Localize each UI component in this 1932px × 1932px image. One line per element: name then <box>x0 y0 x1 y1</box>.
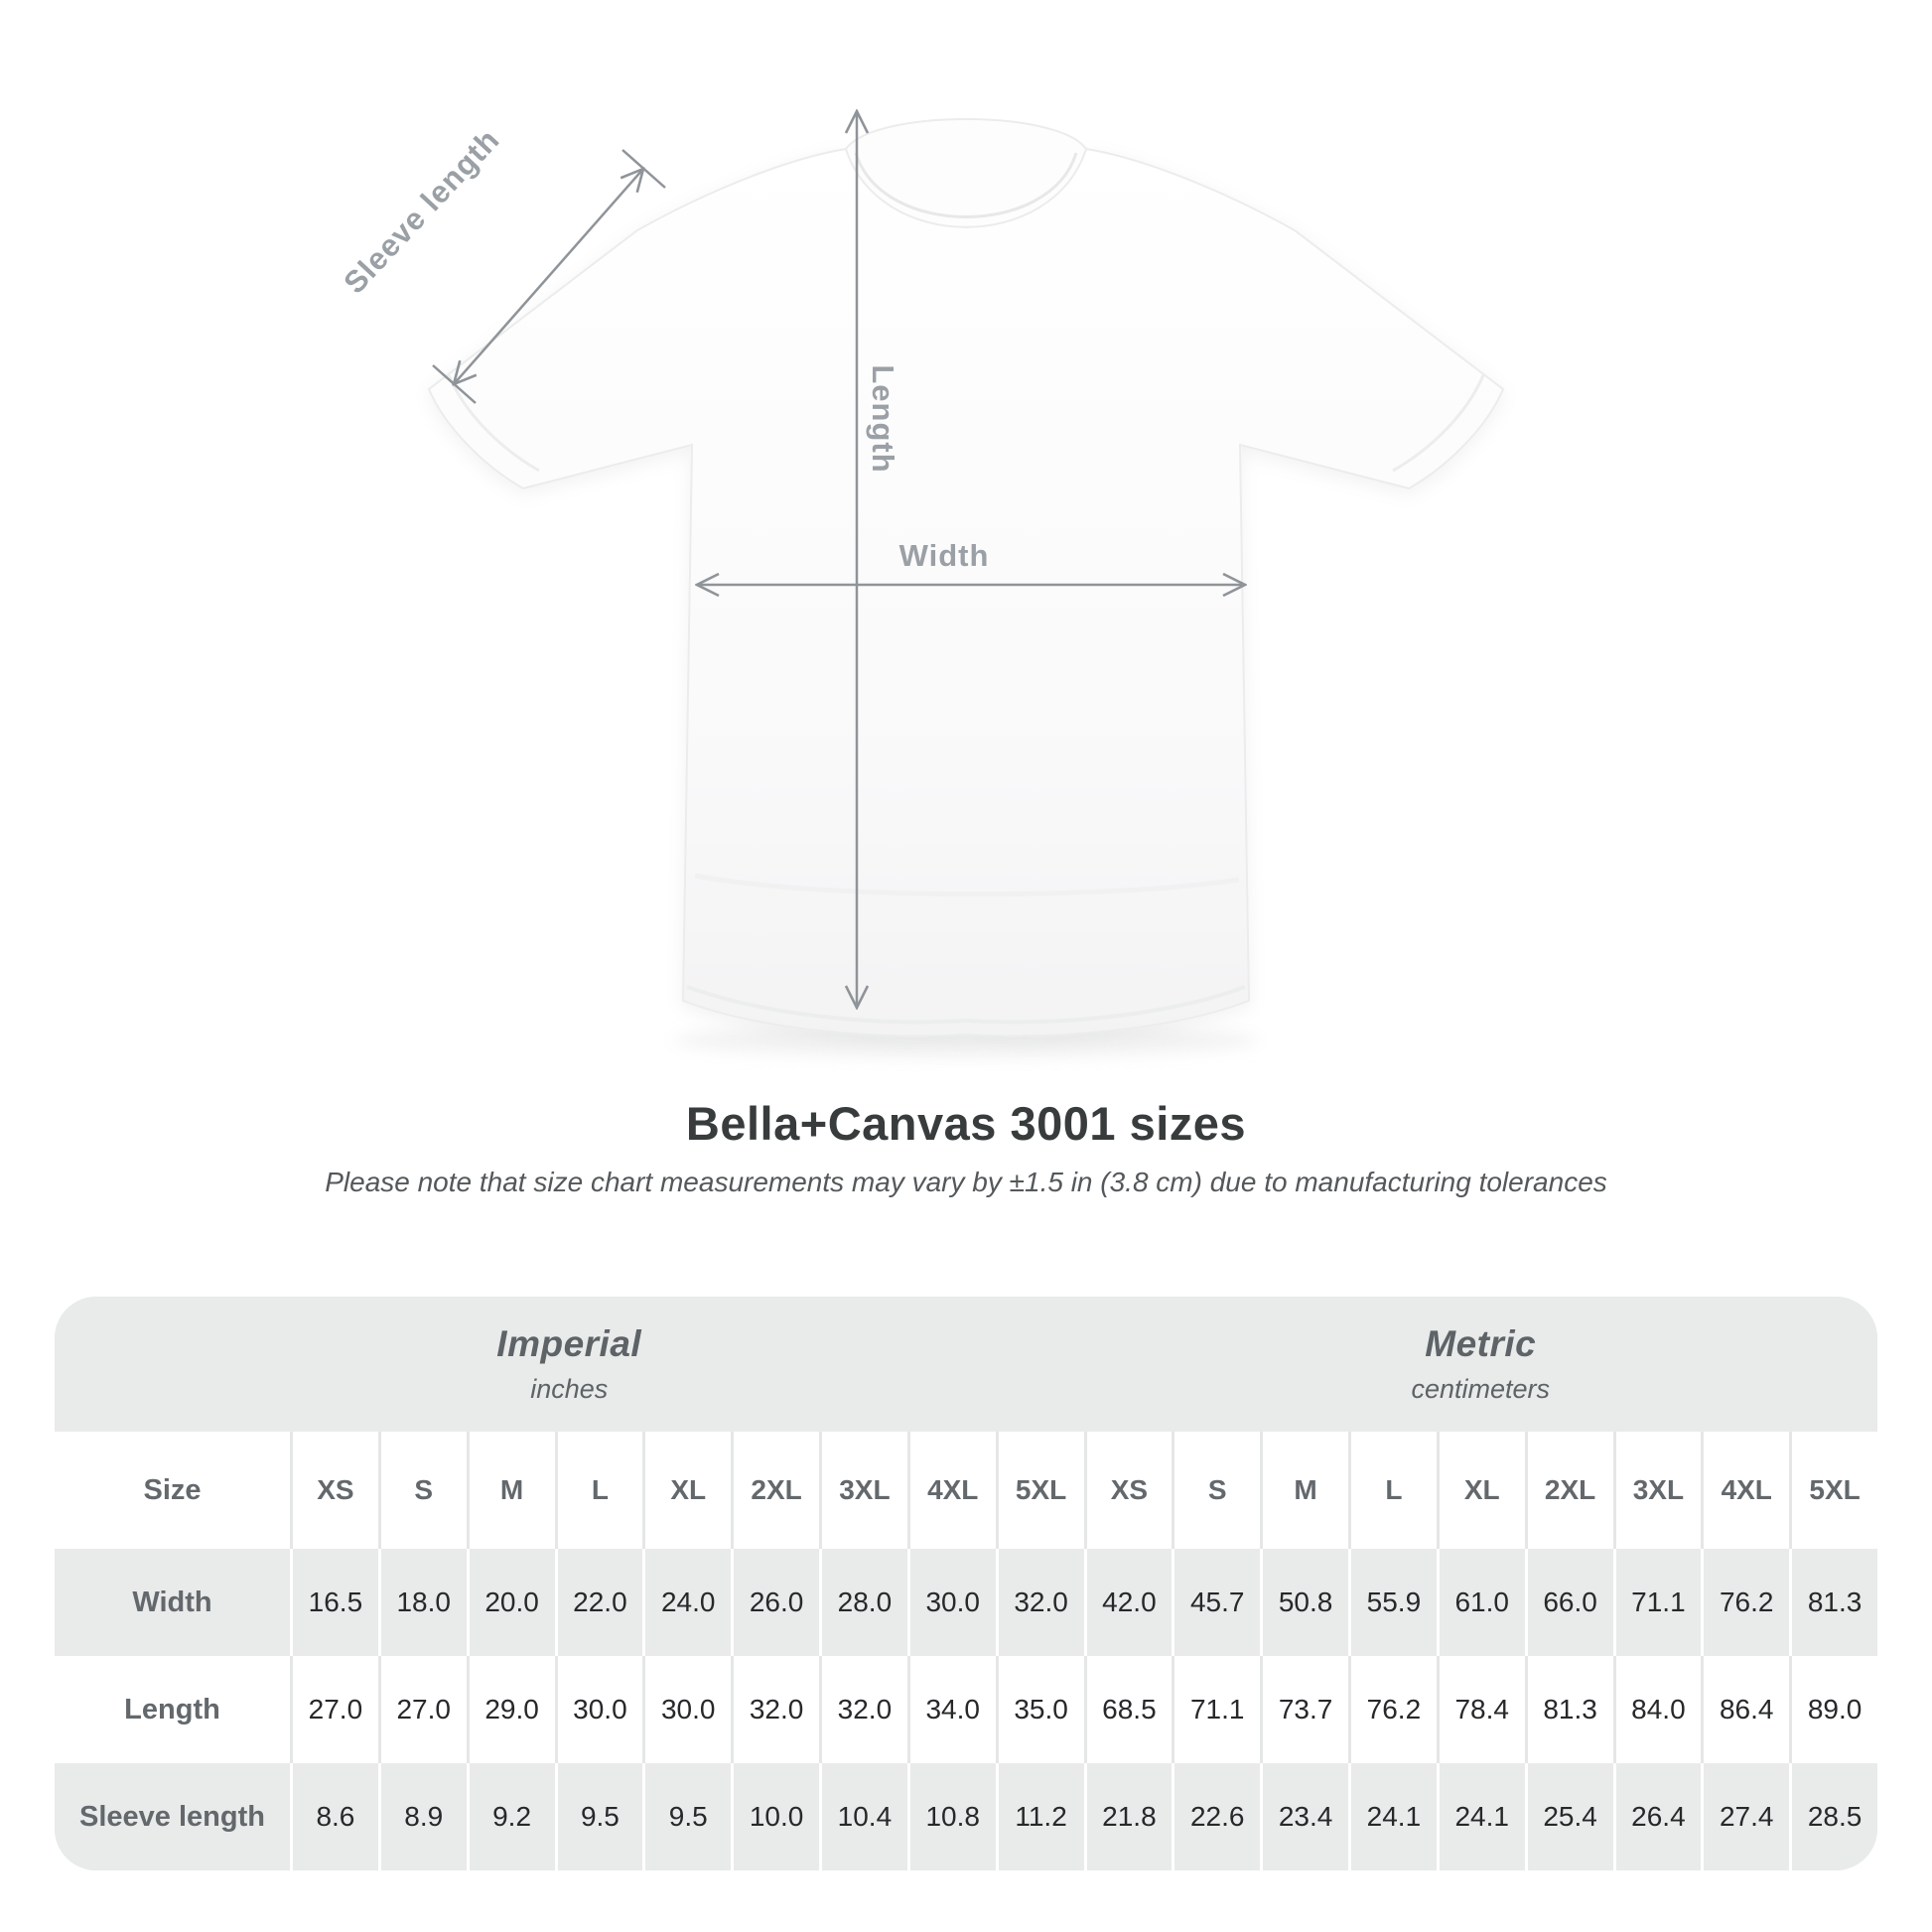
size-header-5xl-imperial: 5XL <box>996 1432 1084 1549</box>
size-header-xs-imperial: XS <box>290 1432 378 1549</box>
table-cell: 76.2 <box>1348 1656 1437 1763</box>
table-cell: 71.1 <box>1613 1549 1702 1656</box>
page-subtitle: Please note that size chart measurements may vary by ±1.5 in (3.8 cm) due to manufacturing tolerances <box>325 1167 1607 1197</box>
table-cell: 32.0 <box>731 1656 819 1763</box>
table-cell: 71.1 <box>1172 1656 1260 1763</box>
size-header-4xl-imperial: 4XL <box>907 1432 996 1549</box>
table-cell: 55.9 <box>1348 1549 1437 1656</box>
length-label: Length <box>866 364 900 474</box>
unit-sublabel: inches <box>530 1374 609 1404</box>
table-cell: 24.1 <box>1437 1763 1525 1870</box>
unit-label: Metric <box>1425 1323 1537 1364</box>
size-header-m-metric: M <box>1260 1432 1348 1549</box>
table-cell: 9.2 <box>467 1763 555 1870</box>
size-header-xl-imperial: XL <box>642 1432 731 1549</box>
sleeve-arrow-end-tick <box>622 150 665 188</box>
table-cell: 68.5 <box>1084 1656 1173 1763</box>
table-cell: 66.0 <box>1525 1549 1613 1656</box>
size-header-2xl-metric: 2XL <box>1525 1432 1613 1549</box>
unit-group-imperial <box>55 1297 1084 1432</box>
table-cell: 34.0 <box>907 1656 996 1763</box>
table-cell: 32.0 <box>819 1656 907 1763</box>
table-cell: 23.4 <box>1260 1763 1348 1870</box>
size-header-l-metric: L <box>1348 1432 1437 1549</box>
table-cell: 30.0 <box>642 1656 731 1763</box>
size-header-5xl-metric: 5XL <box>1789 1432 1877 1549</box>
table-cell: 42.0 <box>1084 1549 1173 1656</box>
table-cell: 9.5 <box>642 1763 731 1870</box>
table-cell: 81.3 <box>1789 1549 1877 1656</box>
table-cell: 89.0 <box>1789 1656 1877 1763</box>
row-label: Width <box>55 1549 290 1656</box>
size-header-2xl-imperial: 2XL <box>731 1432 819 1549</box>
table-cell: 86.4 <box>1701 1656 1789 1763</box>
size-header-s-metric: S <box>1172 1432 1260 1549</box>
size-header-3xl-metric: 3XL <box>1613 1432 1702 1549</box>
table-cell: 26.4 <box>1613 1763 1702 1870</box>
width-label: Width <box>898 538 990 573</box>
table-cell: 45.7 <box>1172 1549 1260 1656</box>
table-cell: 24.1 <box>1348 1763 1437 1870</box>
table-cell: 24.0 <box>642 1549 731 1656</box>
title-block <box>0 1096 1932 1198</box>
size-table-grid <box>55 1297 1877 1870</box>
table-cell: 30.0 <box>555 1656 643 1763</box>
row-label: Sleeve length <box>55 1763 290 1870</box>
table-cell: 81.3 <box>1525 1656 1613 1763</box>
table-cell: 8.9 <box>378 1763 467 1870</box>
unit-group-metric <box>1084 1297 1878 1432</box>
table-cell: 84.0 <box>1613 1656 1702 1763</box>
table-cell: 25.4 <box>1525 1763 1613 1870</box>
table-cell: 35.0 <box>996 1656 1084 1763</box>
size-table-panel <box>55 1297 1877 1870</box>
table-cell: 61.0 <box>1437 1549 1525 1656</box>
table-cell: 27.0 <box>290 1656 378 1763</box>
table-cell: 76.2 <box>1701 1549 1789 1656</box>
table-cell: 10.8 <box>907 1763 996 1870</box>
table-cell: 11.2 <box>996 1763 1084 1870</box>
table-cell: 32.0 <box>996 1549 1084 1656</box>
table-cell: 28.0 <box>819 1549 907 1656</box>
row-label: Length <box>55 1656 290 1763</box>
table-cell: 18.0 <box>378 1549 467 1656</box>
tshirt-body <box>429 149 1503 1036</box>
size-header-3xl-imperial: 3XL <box>819 1432 907 1549</box>
size-header-l-imperial: L <box>555 1432 643 1549</box>
size-header-m-imperial: M <box>467 1432 555 1549</box>
table-cell: 26.0 <box>731 1549 819 1656</box>
table-cell: 73.7 <box>1260 1656 1348 1763</box>
corner-label: Size <box>55 1432 290 1549</box>
table-cell: 8.6 <box>290 1763 378 1870</box>
unit-label: Imperial <box>496 1323 642 1364</box>
table-cell: 28.5 <box>1789 1763 1877 1870</box>
size-header-xs-metric: XS <box>1084 1432 1173 1549</box>
size-header-s-imperial: S <box>378 1432 467 1549</box>
table-cell: 30.0 <box>907 1549 996 1656</box>
table-cell: 21.8 <box>1084 1763 1173 1870</box>
table-cell: 29.0 <box>467 1656 555 1763</box>
size-header-4xl-metric: 4XL <box>1701 1432 1789 1549</box>
table-cell: 9.5 <box>555 1763 643 1870</box>
table-cell: 27.4 <box>1701 1763 1789 1870</box>
table-cell: 27.0 <box>378 1656 467 1763</box>
table-cell: 22.0 <box>555 1549 643 1656</box>
sleeve-length-label: Sleeve length <box>337 121 507 301</box>
table-cell: 10.4 <box>819 1763 907 1870</box>
table-cell: 16.5 <box>290 1549 378 1656</box>
page-title: Bella+Canvas 3001 sizes <box>685 1097 1247 1150</box>
unit-sublabel: centimeters <box>1411 1374 1551 1404</box>
table-cell: 22.6 <box>1172 1763 1260 1870</box>
table-cell: 20.0 <box>467 1549 555 1656</box>
table-cell: 50.8 <box>1260 1549 1348 1656</box>
table-cell: 10.0 <box>731 1763 819 1870</box>
size-header-xl-metric: XL <box>1437 1432 1525 1549</box>
table-cell: 78.4 <box>1437 1656 1525 1763</box>
